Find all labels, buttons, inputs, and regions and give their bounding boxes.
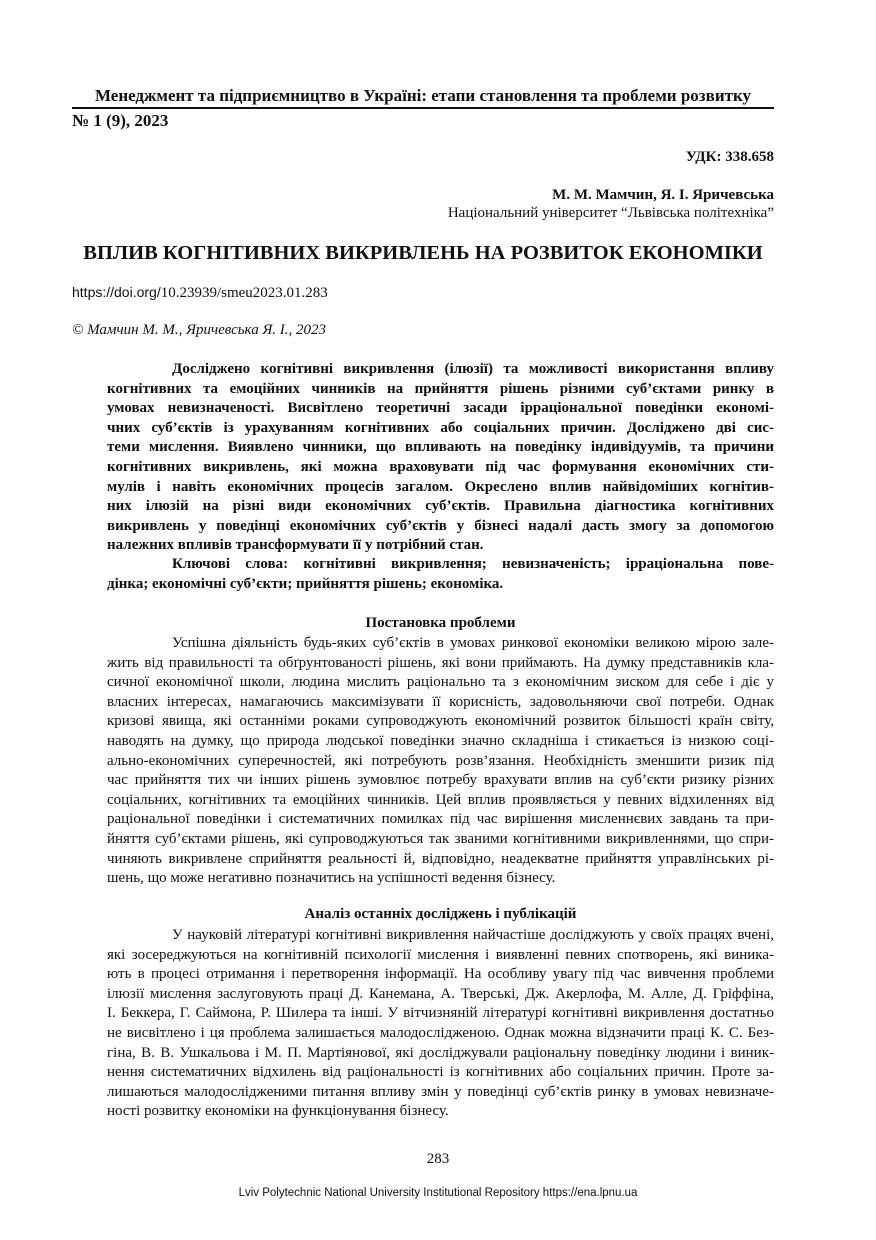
text-line: лишаються малодослідженими питання впливу змін у поведінці суб’єктів ринку в умовах невизначе- [107,1083,774,1100]
text-line: мулів і навіть економічних процесів загалом. Окреслено вплив найвідоміших когнітив- [107,478,774,495]
section-body-problem [107,634,774,889]
authors: М. М. Мамчин, Я. І. Яричевська [552,187,774,203]
text-line: умовах невизначеності. Висвітлено теоретичні засади ірраціональної поведінки економі- [107,400,774,417]
text-line: раціональної поведінки і систематичних помилках під час вирішення мисленнєвих завдань та при- [107,811,774,828]
udk-code: УДК: 338.658 [685,149,774,165]
section-body-analysis [107,926,774,1122]
doi-prefix: https://doi.org/ [72,284,161,300]
text-line: У науковій літературі когнітивні викривлення найчастіше досліджують у своїх працях вчені, [172,927,774,943]
text-line: Успішна діяльність будь-яких суб’єктів в умовах ринкової економіки великою мірою зале- [172,635,774,651]
text-line: сичної економічної школи, людина мислить раціонально та з економічним зиском для себе і діє у [107,674,774,691]
doi-link[interactable] [72,284,328,302]
text-line: наводять на думку, що природа людської поведінки значно складніша і стикається із низкою соці- [107,732,774,749]
text-line: йняття суб’єктами рішень, які супроводжуються так званими когнітивними викривленнями, що спри- [107,830,774,847]
text-line: чиняють викривлене сприйняття реальності й, відповідно, неадекватне прийняття управлінських рі- [107,850,774,867]
text-line: які зосереджуються на когнітивній психології мислення і виявленні певних спотворень, які виника- [107,946,774,963]
keywords [107,555,774,594]
text-line: жить від правильності та обґрунтованості рішень, які вони приймають. На думку представників кла- [107,654,774,671]
text-line: соціальних, когнітивних та емоційних чинників. Цей вплив проявляється у певних відхиленнях від [107,791,774,808]
copyright: © Мамчин М. М., Яричевська Я. І., 2023 [72,322,327,338]
text-line: І. Беккера, Г. Саймона, Р. Шилера та інші. У вітчизняній літературі когнітивні викривлення достатньо [107,1005,774,1022]
text-line: когнітивних та емоційних чинників на прийняття рішень різними суб’єктами ринку в [107,380,774,397]
text-line: викривлень у поведінці економічних суб’єктів у бізнесі надалі дасть змогу за допомогою [107,517,774,534]
text-line: дінка; економічні суб’єкти; прийняття рішень; економіка. [107,575,504,592]
text-line: час прийняття тих чи інших рішень зумовлює потребу врахувати вплив на суб’єкти ризику різних [107,772,774,789]
text-line: кризові явища, які останніми роками супроводжують економічний розвиток більшості країн світу, [107,713,774,730]
abstract [107,360,774,556]
issue-number: № 1 (9), 2023 [72,111,169,130]
affiliation: Національний університет “Львівська політехніка” [447,205,774,221]
text-line: шень, що може негативно позначитись на успішності ведення бізнесу. [107,870,556,887]
text-line: Ключові слова: когнітивні викривлення; невизначеність; ірраціональна пове- [172,556,774,572]
text-line: теми мислення. Виявлено чинники, що впливають на поведінку індивідуумів, та причини [107,439,774,456]
section-heading-problem: Постановка проблеми [365,615,516,631]
text-line: них ілюзій на різні види економічних суб’єктів. Правильна діагностика когнітивних [107,498,774,515]
header-rule [72,107,774,109]
text-line: не висвітлено і ця проблема залишається малодослідженою. Однак можна відзначити праці К. С. Без- [107,1024,774,1041]
text-line: гіна, В. В. Ушкальова і М. П. Мартіянової, які досліджували раціональну поведінку людини і виник- [107,1044,774,1061]
page-number: 283 [426,1151,450,1167]
text-line: чних суб’єктів із урахуванням когнітивних або соціальних причин. Досліджено дві сис- [107,419,774,436]
text-line: ють в процесі отримання і перетворення інформації. На особливу увагу під час вивчення проблеми [107,966,774,983]
text-line: ально-економічних суперечностей, які потребують розв’язання. Необхідність зменшити ризик під [107,752,774,769]
text-line: ілюзії мислення заслуговують праці Д. Канемана, А. Тверські, Дж. Акерлофа, М. Алле, Д. Гріффіна, [107,985,774,1002]
text-line: власних інтересах, намагаючись максимізувати її корисність, задовольняючи свої потреби. Однак [107,693,774,710]
text-line: ності розвитку економіки на функціонування бізнесу. [107,1103,449,1120]
text-line: нення систематичних відхилень від раціональності із когнітивних або соціальних причин. Проте за- [107,1064,774,1081]
text-line: Досліджено когнітивні викривлення (ілюзії) та можливості використання впливу [172,361,774,377]
journal-title: Менеджмент та підприємництво в Україні: етапи становлення та проблеми розвитку [94,86,752,105]
doi-id: 10.23939/smeu2023.01.283 [160,285,328,301]
repository-footer: Lviv Polytechnic National University Institutional Repository https://ena.lpnu.ua [238,1187,638,1199]
text-line: когнітивних викривлень, які можна враховувати під час формування економічних сти- [107,458,774,475]
article-title: ВПЛИВ КОГНІТИВНИХ ВИКРИВЛЕНЬ НА РОЗВИТОК ЕКОНОМІКИ [83,242,763,264]
text-line: належних впливів трансформувати її у потрібний стан. [107,537,484,554]
section-heading-analysis: Аналіз останніх досліджень і публікацій [304,906,577,922]
